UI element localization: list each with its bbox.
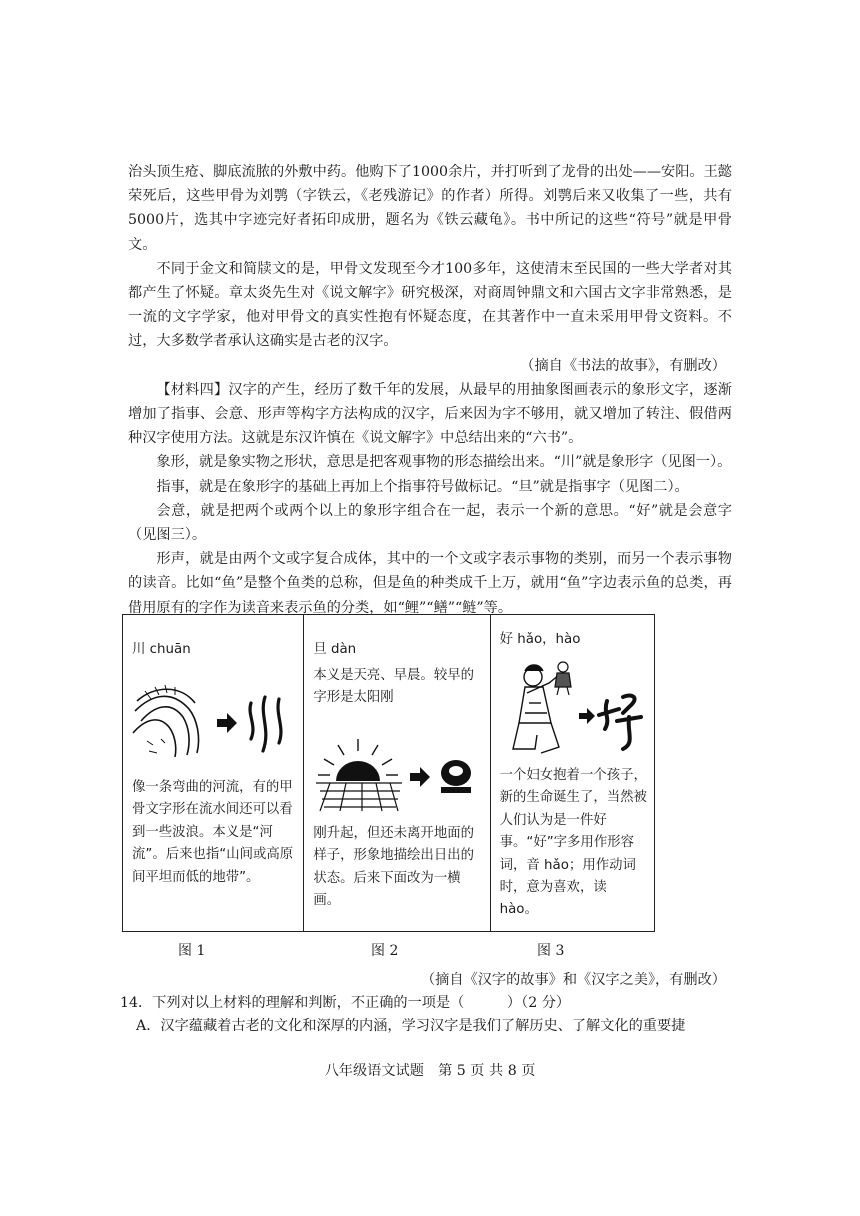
question-section	[120, 968, 732, 1037]
figure-heading: 好 hǎo，hào	[499, 632, 581, 647]
figure-caption: 图 1	[178, 943, 206, 959]
figure-cell-dan	[303, 615, 489, 931]
figure-captions	[0, 940, 860, 964]
paragraph: 会意，就是把两个或两个以上的象形字组合在一起，表示一个新的意思。“好”就是会意字（见图三）。	[128, 502, 732, 544]
sunrise-illustration	[310, 733, 485, 815]
figure-description-top: 本义是天亮、早晨。较早的字形是太阳刚	[313, 668, 474, 706]
passage-text	[128, 160, 732, 620]
river-illustration	[131, 681, 301, 761]
figure-description-bottom: 刚升起，但还未离开地面的样子，形象地描绘出日出的状态。后来下面改为一横画。	[313, 826, 474, 909]
page-footer: 八年级语文试题 第 5 页 共 8 页	[324, 1063, 536, 1079]
paragraph: 治头顶生疮、脚底流脓的外敷中药。他购下了1000余片，并打听到了龙骨的出处——安阳。王懿荣死后，这些甲骨为刘鹗（字铁云，《老残游记》的作者）所得。刘鹗后来又收集了一些，共有5000片，选其中字迹完好者拓印成册，题名为《铁云藏龟》。书中所记的这些“符号”就是甲骨文。	[128, 164, 732, 253]
source-citation: （摘自《书法的故事》，有删改）	[520, 357, 726, 374]
woman-child-illustration	[495, 653, 655, 763]
paragraph-material-four: 【材料四】汉字的产生，经历了数千年的发展，从最早的用抽象图画表示的象形文字，逐渐增加了指事、会意、形声等构字方法构成的汉字，后来因为字不够用，就又增加了转注、假借两种汉字使用方法。这就是东汉许慎在《说文解字》中总结出来的“六书”。	[128, 381, 732, 447]
figure-caption: 图 3	[537, 943, 565, 959]
figure-cell-hao	[490, 615, 654, 931]
arrow-icon	[579, 708, 595, 724]
arrow-icon	[410, 767, 430, 787]
arrow-icon	[217, 713, 237, 733]
figure-heading: 旦 dàn	[313, 642, 357, 657]
figure-table	[122, 614, 655, 932]
source-citation: （摘自《汉字的故事》和《汉字之美》，有删改）	[420, 972, 726, 988]
question-stem: 14．下列对以上材料的理解和判断，不正确的一项是（ ）（2 分）	[120, 995, 571, 1012]
figure-description: 一个妇女抱着一个孩子，新的生命诞生了，当然被人们认为是一件好事。“好”字多用作形容词，音 hǎo；用作动词时，意为喜欢，读 hào。	[499, 768, 647, 918]
paragraph: 指事，就是在象形字的基础上再加上个指事符号做标记。“旦”就是指事字（见图二）。	[156, 478, 689, 495]
question-option-a: A．汉字蕴藏着古老的文化和深厚的内涵，学习汉字是我们了解历史、了解文化的重要捷	[136, 1017, 686, 1034]
paragraph: 不同于金文和简牍文的是，甲骨文发现至今才100多年，这使清末至民国的一些大学者对其都产生了怀疑。章太炎先生对《说文解字》研究极深，对商周钟鼎文和六国古文字非常熟悉，是一流的文字学家，他对甲骨文的真实性抱有怀疑态度，在其著作中一直未采用甲骨文资料。不过，大多数学者承认这确实是古老的汉字。	[128, 260, 732, 350]
figure-description: 像一条弯曲的河流，有的甲骨文字形在流水间还可以看到一些波浪。本义是“河流”。后来也指“山间或高原间平坦而低的地带”。	[132, 780, 294, 885]
figure-caption: 图 2	[371, 943, 399, 959]
paragraph: 形声，就是由两个文或字复合成体，其中的一个文或字表示事物的类别，而另一个表示事物的读音。比如“鱼”是整个鱼类的总称，但是鱼的种类成千上万，就用“鱼”字边表示鱼的总类，再借用原有的字作为读音来表示鱼的分类，如“鲤”“鳝”“鲢”等。	[128, 551, 732, 616]
figure-cell-chuan	[123, 615, 303, 931]
figure-heading: 川 chuān	[132, 642, 191, 657]
paragraph: 象形，就是象实物之形状，意思是把客观事物的形态描绘出来。“川”就是象形字（见图一）。	[156, 454, 732, 471]
